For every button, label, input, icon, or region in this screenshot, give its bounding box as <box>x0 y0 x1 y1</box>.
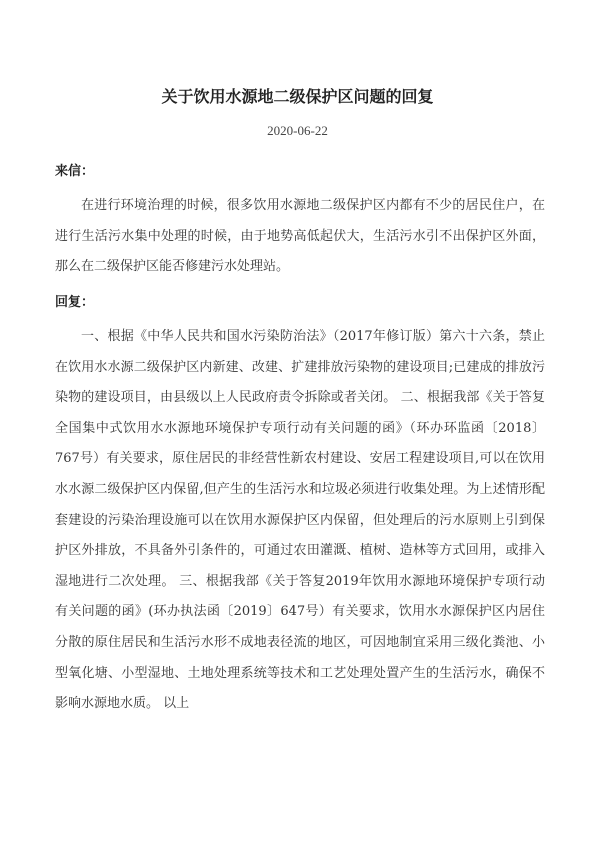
document-title: 关于饮用水源地二级保护区问题的回复 <box>161 87 434 106</box>
letter-label: 来信： <box>55 164 95 179</box>
reply-paragraph: 一、根据《中华人民共和国水污染防治法》（2017年修订版）第六十六条，禁止在饮用水水源二级保护区内新建、改建、扩建排放污染物的建设项目;已建成的排放污染物的建设项目，由县级以上人民政府责令拆除或者关闭。 二、根据我部《关于答复全国集中式饮用水水源地环境保护专项行动有关问题的函》（环办环监函〔2018〕767号）有关要求，原住居民的非经营性新农村建设、安居工程建设项目,可以在饮用水水源二级保护区内保留,但产生的生活污水和垃圾必须进行收集处理。为上述情形配套建设的污染治理设施可以在饮用水源保护区内保留，但处理后的污水原则上引到保护区外排放，不具备外引条件的，可通过农田灌溉、植树、造林等方式回用，或排入湿地进行二次处理。 三、根据我部《关于答复2019年饮用水源地环境保护专项行动有关问题的函》(环办执法函〔2019〕647号）有关要求，饮用水水源保护区内居住分散的原住居民和生活污水形不成地表径流的地区，可因地制宜采用三级化粪池、小型氧化塘、小型湿地、土地处理系统等技术和工艺处理处置产生的生活污水，确保不影响水源地水质。 以上 <box>55 329 545 712</box>
letter-paragraph: 在进行环境治理的时候，很多饮用水源地二级保护区内都有不少的居民住户，在进行生活污水集中处理的时候，由于地势高低起伏大，生活污水引不出保护区外面，那么在二级保护区能否修建污水处理站。 <box>55 198 545 275</box>
reply-label: 回复： <box>55 295 95 310</box>
document-date: 2020-06-22 <box>267 123 328 138</box>
